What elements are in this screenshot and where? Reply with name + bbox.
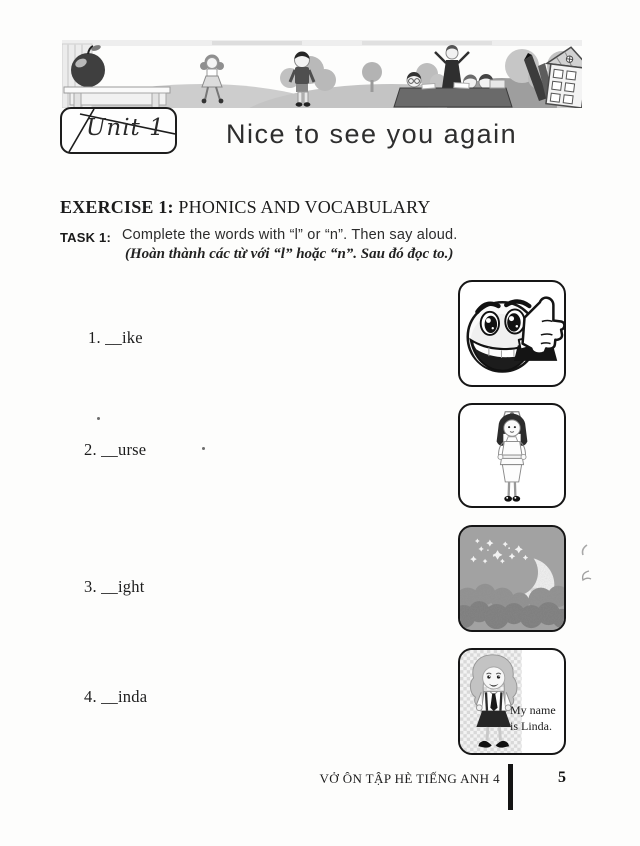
exercise-title: PHONICS AND VOCABULARY [173, 197, 431, 217]
item-number: 2. [84, 440, 97, 459]
book-title: VỞ ÔN TẬP HÈ TIẾNG ANH 4 [319, 771, 500, 786]
item-number: 1. [88, 328, 101, 347]
task-translation: (Hoàn thành các từ với “l” hoặc “n”. Sau đó đọc to.) [125, 246, 454, 262]
item-word: __urse [101, 440, 147, 459]
item-image-box-2 [458, 403, 566, 508]
word-item-3 [84, 577, 144, 597]
task-instruction: Complete the words with “l” or “n”. Then say aloud. [122, 227, 458, 243]
scan-artifact-dot [202, 447, 205, 450]
school-scene-art [62, 40, 582, 108]
item-number: 4. [84, 687, 97, 706]
page-title: Nice to see you again [226, 119, 518, 149]
exercise-heading [60, 197, 431, 218]
unit-badge [60, 107, 177, 154]
word-item-2 [84, 440, 146, 460]
page-number: 5 [558, 769, 566, 786]
smiley-thumbs-up-image [460, 282, 564, 385]
item-word: __ight [101, 577, 145, 596]
night-moon-image [460, 527, 564, 630]
task-label: TASK 1: [60, 230, 111, 245]
item-number: 3. [84, 577, 97, 596]
unit-label: Unit 1 [86, 115, 165, 141]
item-word: __ike [105, 328, 143, 347]
item-image-box-3 [458, 525, 566, 632]
linda-image [460, 650, 564, 753]
exercise-label: EXERCISE 1: [60, 197, 174, 217]
speech-text: My name is Linda. [510, 703, 556, 733]
item-image-box-4 [458, 648, 566, 755]
word-item-4 [84, 687, 147, 707]
header-banner-illustration [62, 40, 582, 108]
word-item-1 [88, 328, 143, 348]
footer-divider [508, 764, 513, 810]
item-word: __inda [101, 687, 148, 706]
item-image-box-1 [458, 280, 566, 387]
nurse-image [460, 405, 564, 506]
scan-artifact-squiggle [573, 543, 595, 593]
scan-artifact-dot [97, 417, 100, 420]
